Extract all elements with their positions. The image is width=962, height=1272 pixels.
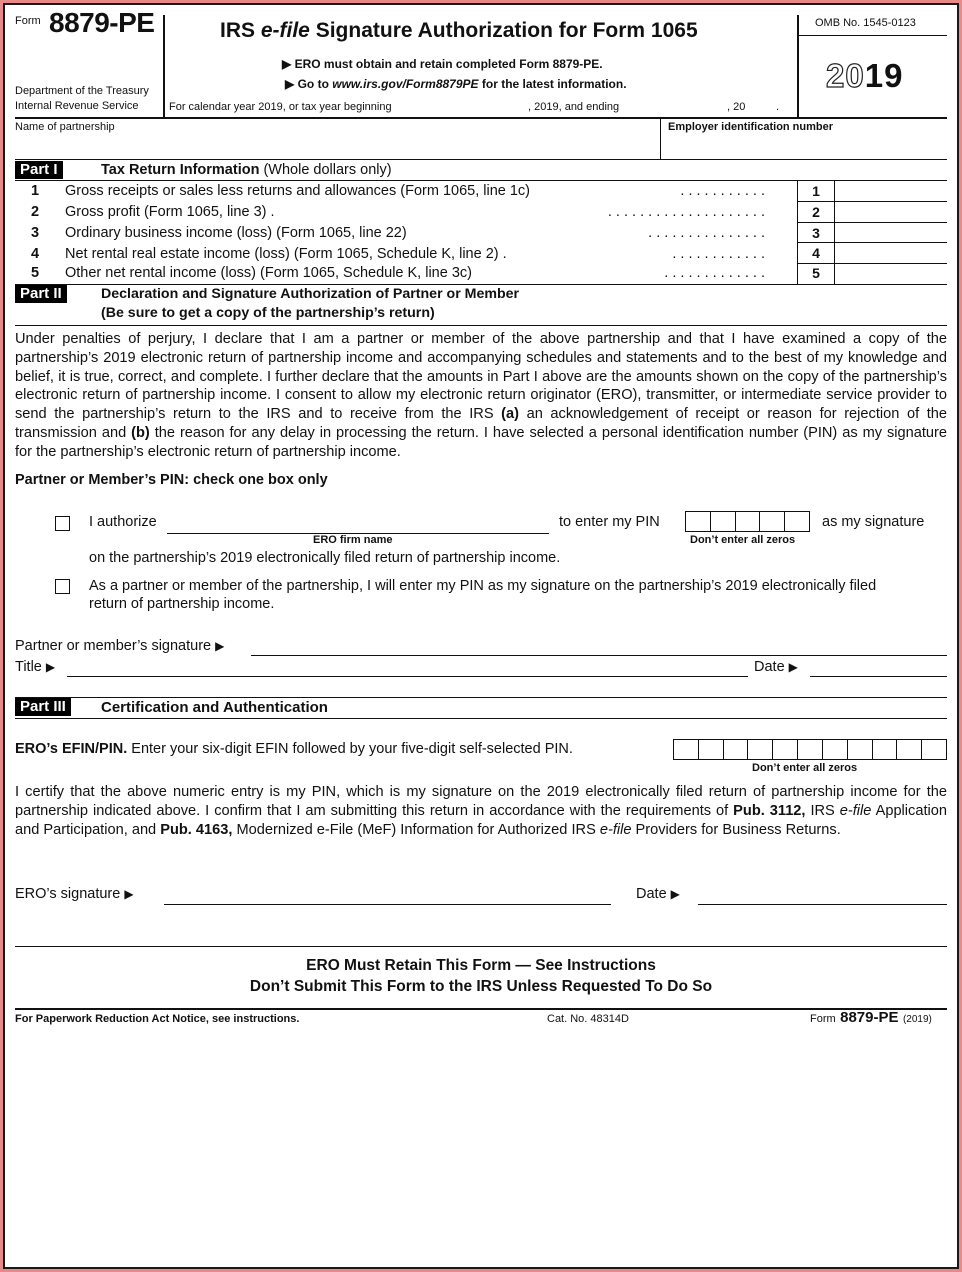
pin-heading: Partner or Member’s PIN: check one box only [15, 472, 328, 488]
ero-efin-pin-input[interactable] [673, 739, 947, 760]
efin-digit-3[interactable] [724, 740, 749, 759]
authorize-ero-checkbox[interactable] [55, 516, 70, 531]
ero-firm-name-field[interactable] [167, 513, 549, 534]
pin-digit-3[interactable] [736, 512, 761, 531]
line-box-2: 2 [812, 204, 820, 220]
option1-pre: I authorize [89, 514, 157, 530]
part1-label: Part I [15, 161, 63, 179]
ero-signature-field[interactable] [164, 885, 611, 905]
arrow-right-icon: ▶ [285, 77, 295, 91]
tax-year-period: . [776, 101, 780, 113]
identity-bottom-rule [15, 159, 947, 160]
efin-digit-2[interactable] [699, 740, 724, 759]
part1-line-2: 2 Gross profit (Form 1065, line 3) . . . . . . . . . . . . . . . . . . . . . [31, 204, 765, 220]
ero-pin-digit-5[interactable] [922, 740, 946, 759]
efin-hint: Don’t enter all zeros [752, 762, 858, 774]
arrow-right-icon: ▶ [788, 660, 798, 674]
part3-title-rule [15, 718, 947, 719]
efin-digit-4[interactable] [748, 740, 773, 759]
form-title [220, 19, 698, 43]
notice-top-rule [15, 946, 947, 947]
instruction-2: ▶ Go to www.irs.gov/Form8879PE for the latest information. [285, 77, 627, 91]
paperwork-notice: For Paperwork Reduction Act Notice, see instructions. [15, 1013, 300, 1025]
arrow-right-icon: ▶ [45, 660, 56, 674]
part2-title-line2: (Be sure to get a copy of the partnership’s return) [101, 305, 435, 321]
form-number: 8879-PE [49, 7, 155, 38]
partner-pin-input[interactable] [685, 511, 810, 532]
form-page [5, 5, 957, 1267]
part1-line-1: 1 Gross receipts or sales less returns and allowances (Form 1065, line 1c) . . . . . . . . . . . [31, 183, 765, 199]
option2-line2: return of partnership income. [89, 596, 275, 612]
amount-field-2[interactable] [835, 202, 947, 222]
amount-field-4[interactable] [835, 243, 947, 263]
ein-divider [660, 118, 661, 159]
certification-text: I certify that the above numeric entry is my PIN, which is my signature on the 2019 electronically filed return of partnership income for the partnership indicated above. I confirm that I am submitting this return in accordance with the requirements of Pub. 3112, IRS e-file Application and Participation, and Pub. 4163, Modernized e-File (MeF) Information for Authorized IRS e-file Providers for Business Returns. [15, 784, 947, 838]
ein-label: Employer identification number [668, 121, 834, 133]
amount-field-1[interactable] [835, 181, 947, 201]
part1-bottom-rule [15, 284, 947, 285]
ero-date-label: Date ▶ [636, 886, 680, 902]
notice-line2: Don’t Submit This Form to the IRS Unless Requested To Do So [249, 978, 713, 995]
tax-year [826, 57, 903, 95]
part1-line-3: 3 Ordinary business income (loss) (Form 1065, line 22) . . . . . . . . . . . . . . . [31, 225, 765, 241]
department-line1: Department of the Treasury [15, 85, 149, 97]
line-box-4: 4 [812, 245, 820, 261]
form-prefix: Form [15, 15, 41, 27]
part3-title: Certification and Authentication [101, 699, 328, 716]
year-bold: 19 [864, 57, 904, 94]
department-line2: Internal Revenue Service [15, 100, 139, 112]
ero-pin-digit-4[interactable] [897, 740, 922, 759]
ero-firm-name-label: ERO firm name [313, 534, 393, 546]
title-post: Signature Authorization for Form 1065 [309, 19, 698, 42]
option1-line2: on the partnership’s 2019 electronically filed return of partnership income. [89, 550, 561, 566]
partner-signature-label: Partner or member’s signature ▶ [15, 638, 225, 654]
self-enter-pin-checkbox[interactable] [55, 579, 70, 594]
pin-digit-2[interactable] [711, 512, 736, 531]
efin-digit-1[interactable] [674, 740, 699, 759]
part1-line-4: 4 Net rental real estate income (loss) (Form 1065, Schedule K, line 2) . . . . . . . . . . . . . [31, 246, 765, 262]
efin-digit-5[interactable] [773, 740, 798, 759]
omb-divider [798, 35, 947, 36]
arrow-right-icon: ▶ [215, 639, 225, 653]
amount-field-3[interactable] [835, 223, 947, 242]
partnership-name-label: Name of partnership [15, 121, 115, 133]
instruction-1: ▶ ERO must obtain and retain completed Form 8879-PE. [282, 57, 603, 71]
pin-digit-1[interactable] [686, 512, 711, 531]
declaration-text: Under penalties of perjury, I declare that I am a partner or member of the above partnership and that I have examined a copy of the partnership’s 2019 electronic return of partnership income and accompanying schedules and statements and to the best of my knowledge and belief, it is true, correct, and complete. I further declare that the amounts in Part I above are the amounts shown on the copy of the partnership’s electronic return of partnership income. I consent to allow my electronic return originator (ERO), transmitter, or intermediate service provider to send the partnership’s return to the IRS and to receive from the IRS (a) an acknowledgement of receipt or reason for rejection of the transmission and (b) the reason for any delay in processing the return. I have selected a personal identification number (PIN) as my signature for the partnership’s electronic return of partnership income. [15, 331, 947, 460]
part3-label: Part III [15, 698, 71, 716]
part2-top-rule [15, 325, 947, 326]
pin-digit-4[interactable] [760, 512, 785, 531]
notice-line1: ERO Must Retain This Form — See Instructions [306, 957, 656, 974]
title-efile: e-file [260, 19, 310, 42]
partner-date-label: Date ▶ [754, 659, 798, 675]
ein-field[interactable] [668, 137, 946, 157]
footer-rule [15, 1008, 947, 1010]
omb-number: OMB No. 1545-0123 [815, 17, 916, 29]
title-field[interactable] [67, 657, 748, 677]
tax-year-label: For calendar year 2019, or tax year beginning [169, 101, 392, 113]
header-divider-left [163, 15, 165, 117]
line-box-1: 1 [812, 183, 820, 199]
irs-url-link[interactable]: www.irs.gov/Form8879PE [332, 77, 479, 91]
partnership-name-field[interactable] [15, 137, 655, 157]
pin-digit-5[interactable] [785, 512, 809, 531]
part2-label: Part II [15, 285, 67, 303]
tax-year-end: , 20 [727, 101, 746, 113]
arrow-right-icon: ▶ [670, 887, 680, 901]
part1-line-5: 5 Other net rental income (loss) (Form 1065, Schedule K, line 3c) . . . . . . . . . . . . . [31, 265, 765, 281]
tax-year-begin-field[interactable] [419, 100, 524, 114]
title-pre: IRS [220, 19, 261, 42]
ero-signature-label: ERO’s signature ▶ [15, 886, 134, 902]
ero-pin-digit-1[interactable] [823, 740, 848, 759]
partner-date-field[interactable] [810, 657, 947, 677]
part2-title-line1: Declaration and Signature Authorization of Partner or Member [101, 286, 520, 302]
part1-heading: Tax Return Information (Whole dollars only) [101, 162, 392, 178]
efin-digit-6[interactable] [798, 740, 823, 759]
ero-pin-digit-2[interactable] [848, 740, 873, 759]
tax-year-end-field[interactable] [633, 100, 725, 114]
tax-year-mid: , 2019, and ending [528, 101, 620, 113]
year-outline: 20 [826, 57, 865, 94]
line-box-3: 3 [812, 225, 820, 241]
title-label: Title ▶ [15, 659, 56, 675]
partner-pin-hint: Don’t enter all zeros [690, 534, 796, 546]
option1-mid: to enter my PIN [559, 514, 660, 530]
arrow-right-icon: ▶ [282, 57, 292, 71]
efin-instruction: ERO’s EFIN/PIN. Enter your six-digit EFIN followed by your five-digit self-selected PIN. [15, 741, 573, 757]
header-bottom-rule [15, 117, 947, 119]
amount-field-5[interactable] [835, 264, 947, 284]
option2-line1: As a partner or member of the partnership, I will enter my PIN as my signature on the partnership’s 2019 electronically filed [89, 578, 877, 594]
ero-pin-digit-3[interactable] [873, 740, 898, 759]
tax-year-end-yy-field[interactable] [750, 100, 772, 114]
arrow-right-icon: ▶ [124, 887, 134, 901]
footer-form-id: Form 8879-PE (2019) [810, 1009, 932, 1026]
header-divider-right [797, 15, 799, 117]
option1-post: as my signature [822, 514, 925, 530]
partner-signature-field[interactable] [251, 637, 947, 656]
line-box-5: 5 [812, 265, 820, 281]
part3-top-rule [15, 697, 947, 698]
ero-date-field[interactable] [698, 885, 947, 905]
catalog-number: Cat. No. 48314D [547, 1013, 629, 1025]
